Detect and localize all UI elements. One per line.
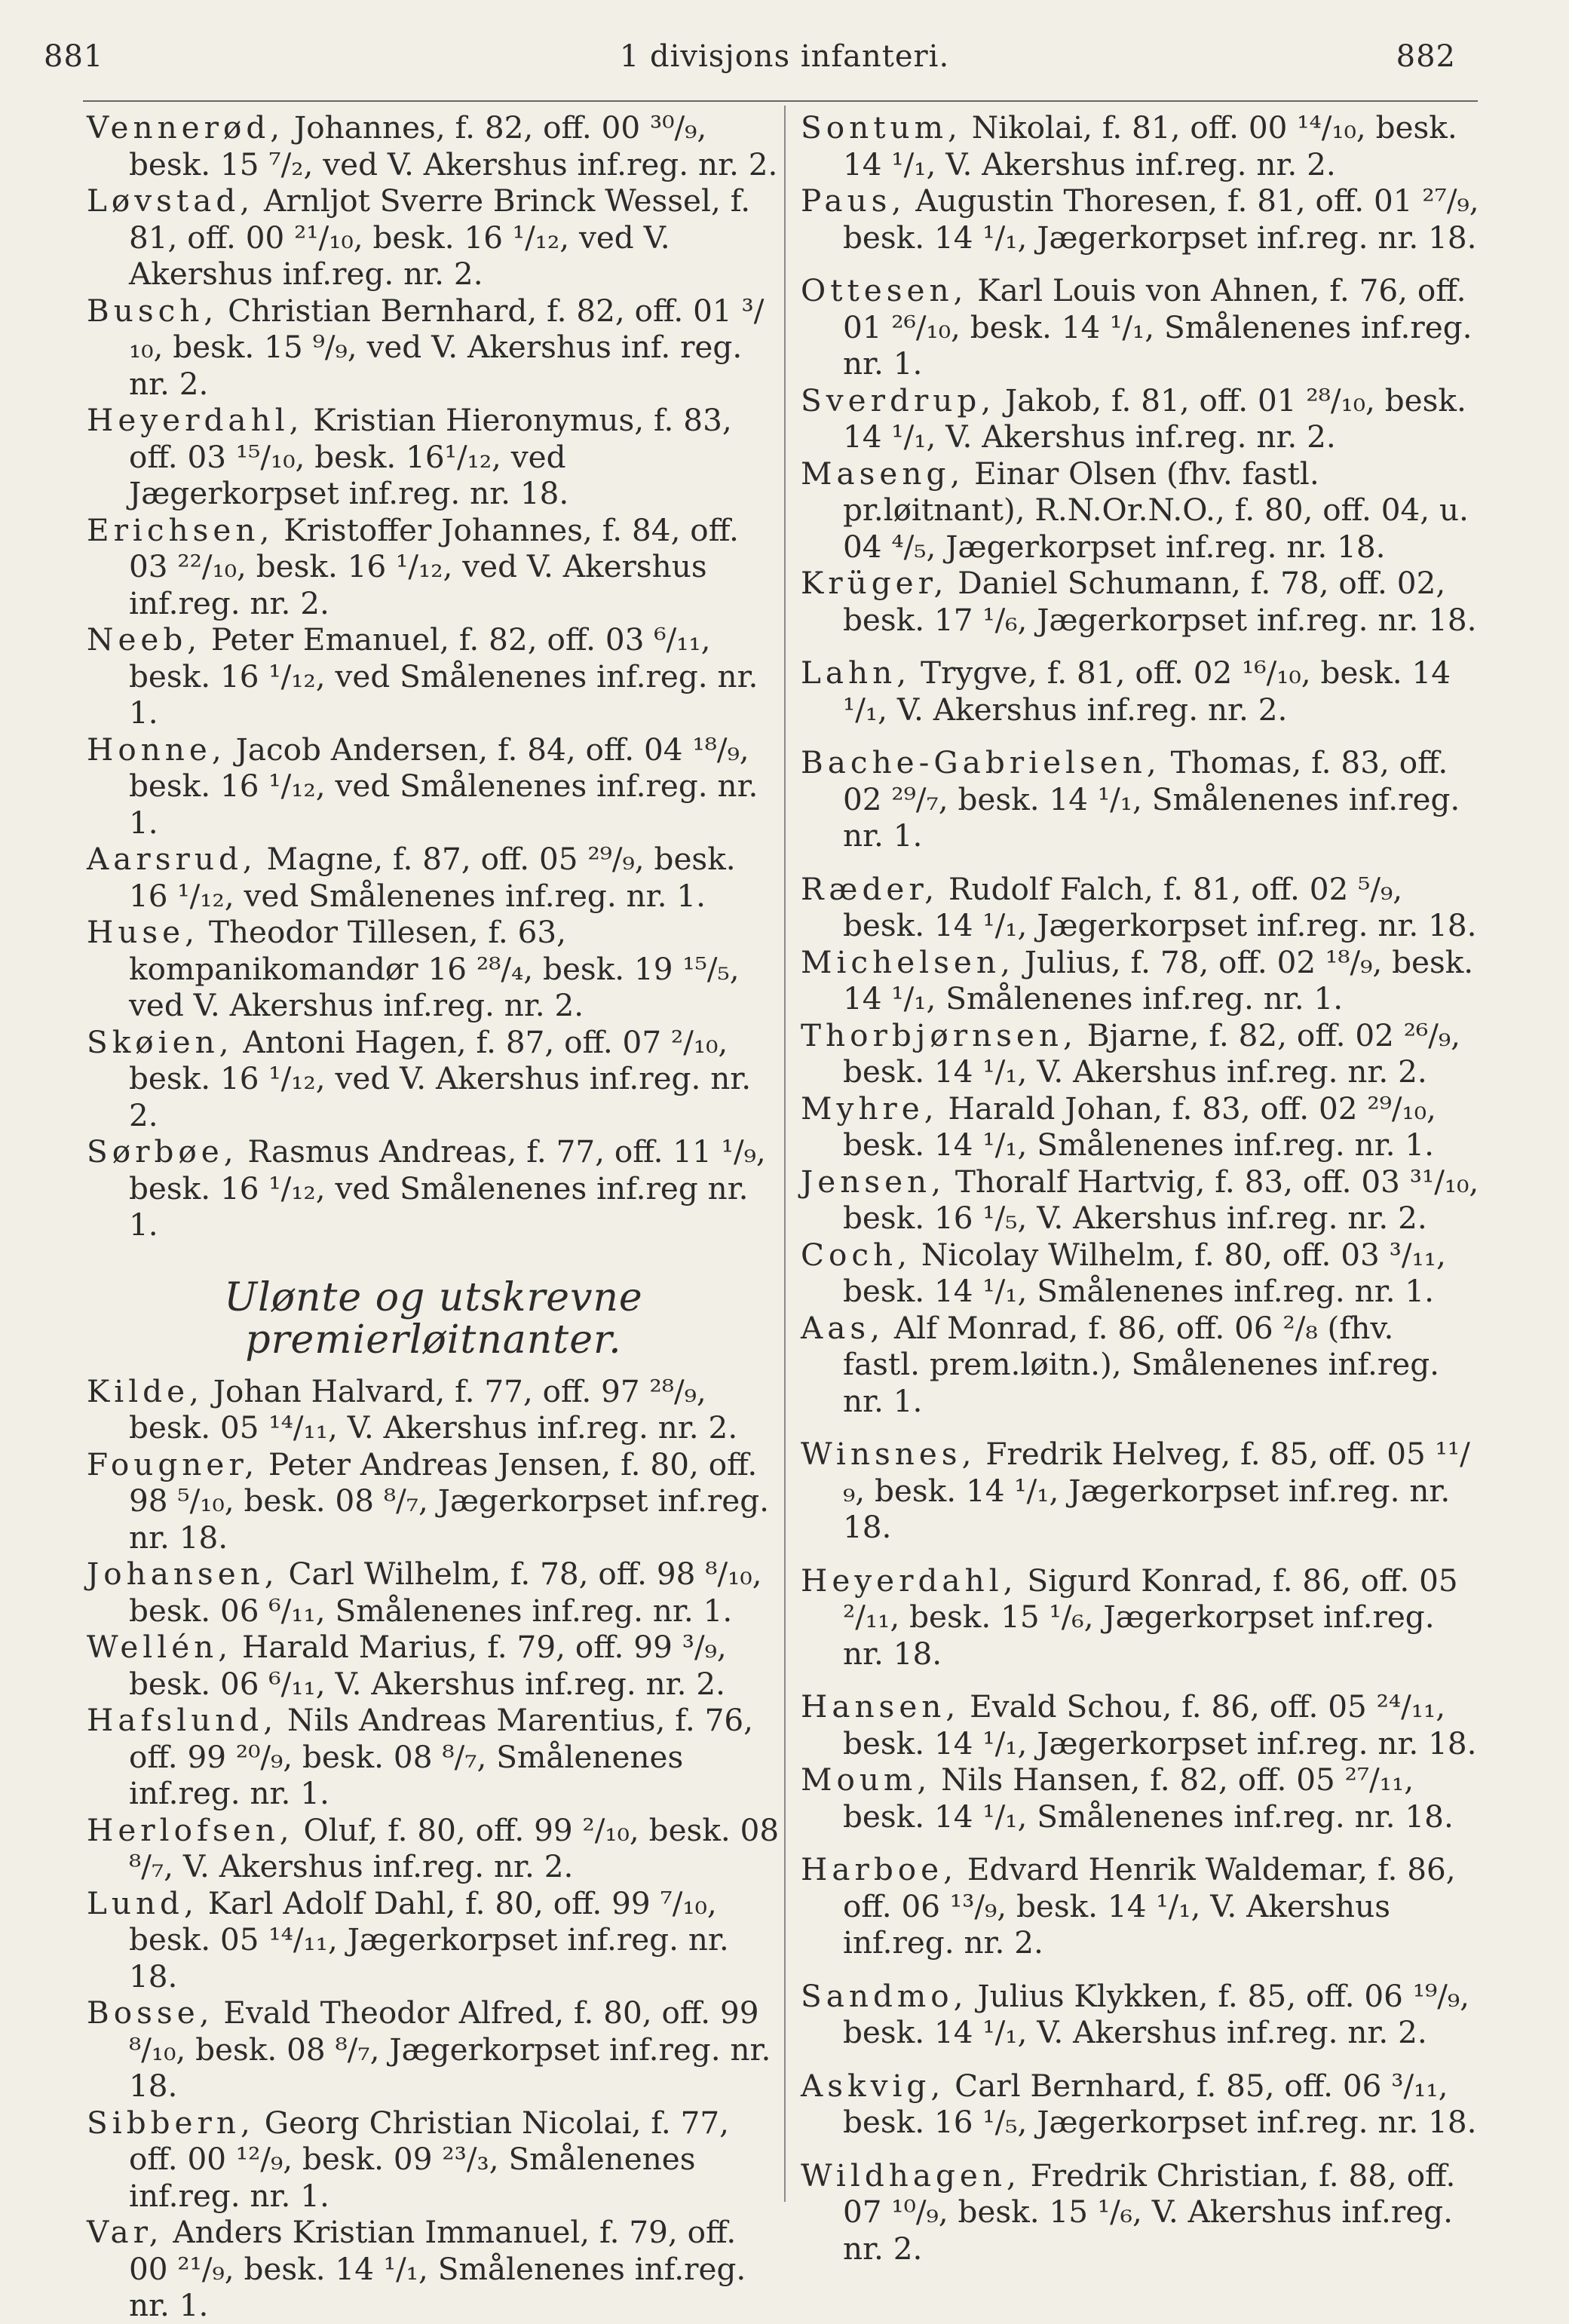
- officer-surname: Var,: [87, 2214, 164, 2250]
- column-separator: [784, 106, 786, 2202]
- roster-entry: [87, 1885, 780, 1995]
- section-heading: Ulønte og utskrevne premierløitnanter.: [224, 1274, 643, 1363]
- officer-details: Evald Theodor Alfred, f. 80, off. 99 ⁸/₁₀, besk. 08 ⁸/₇, Jægerkorpset inf.reg. nr. 18.: [129, 1994, 771, 2104]
- officer-details: Oluf, f. 80, off. 99 ²/₁₀, besk. 08 ⁸/₇, V. Akershus inf.reg. nr. 2.: [129, 1811, 780, 1884]
- officer-surname: Michelsen,: [801, 943, 1015, 980]
- officer-details: Jakob, f. 81, off. 01 ²⁸/₁₀, besk. 14 ¹/₁, V. Akershus inf.reg. nr. 2.: [843, 382, 1466, 455]
- running-title: 1 divisjons infanteri.: [619, 39, 950, 74]
- officer-surname: Jensen,: [801, 1163, 945, 1200]
- officer-details: Fredrik Christian, f. 88, off. 07 ¹⁰/₉, besk. 15 ¹/₆, V. Akershus inf.reg. nr. 2.: [843, 2157, 1456, 2267]
- roster-entry: [801, 655, 1479, 728]
- officer-surname: Heyerdahl,: [87, 402, 304, 438]
- officer-details: Nicolay Wilhelm, f. 80, off. 03 ³/₁₁, besk. 14 ¹/₁, Smålenenes inf.reg. nr. 1.: [843, 1236, 1446, 1309]
- roster-entry: [801, 1562, 1479, 1672]
- officer-surname: Harboe,: [801, 1851, 958, 1887]
- officer-surname: Johansen,: [87, 1556, 279, 1592]
- officer-surname: Løvstad,: [87, 182, 255, 219]
- officer-details: Karl Adolf Dahl, f. 80, off. 99 ⁷/₁₀, besk. 05 ¹⁴/₁₁, Jægerkorpset inf.reg. nr. 18.: [129, 1884, 729, 1994]
- roster-entry: [801, 1310, 1479, 1420]
- officer-surname: Lund,: [87, 1884, 198, 1921]
- roster-entry: [801, 1688, 1479, 1761]
- officer-surname: Moum,: [801, 1761, 932, 1798]
- officer-details: Kristoffer Johannes, f. 84, off. 03 ²²/₁₀, besk. 16 ¹/₁₂, ved V. Akershus inf.reg. nr. 2.: [129, 511, 739, 621]
- roster-entry: [87, 402, 780, 512]
- roster-entry: [801, 455, 1479, 566]
- officer-details: Thoralf Hartvig, f. 83, off. 03 ³¹/₁₀, besk. 16 ¹/₅, V. Akershus inf.reg. nr. 2.: [843, 1163, 1479, 1236]
- roster-entry: [801, 565, 1479, 638]
- officer-details: Rasmus Andreas, f. 77, off. 11 ¹/₉, besk. 16 ¹/₁₂, ved Smålenenes inf.reg nr. 1.: [129, 1133, 766, 1243]
- roster-entry: [801, 1090, 1479, 1164]
- roster-entry: [87, 2105, 780, 2215]
- officer-details: Daniel Schumann, f. 78, off. 02, besk. 17 ¹/₆, Jægerkorpset inf.reg. nr. 18.: [843, 565, 1477, 638]
- left-column: [87, 109, 780, 2324]
- officer-details: Jacob Andersen, f. 84, off. 04 ¹⁸/₉, besk. 16 ¹/₁₂, ved Smålenenes inf.reg. nr. 1.: [129, 731, 758, 841]
- roster-entry: [801, 1017, 1479, 1090]
- roster-entry: [801, 1851, 1479, 1961]
- officer-surname: Winsnes,: [801, 1436, 976, 1472]
- officer-surname: Wildhagen,: [801, 2157, 1021, 2194]
- officer-details: Bjarne, f. 82, off. 02 ²⁶/₉, besk. 14 ¹/₁, V. Akershus inf.reg. nr. 2.: [843, 1016, 1461, 1090]
- officer-details: Georg Christian Nicolai, f. 77, off. 00 ¹²/₉, besk. 09 ²³/₃, Smålenenes inf.reg. nr. 1.: [129, 2104, 730, 2214]
- officer-surname: Thorbjørnsen,: [801, 1016, 1077, 1053]
- officer-surname: Skøien,: [87, 1023, 234, 1060]
- officer-details: Harald Johan, f. 83, off. 02 ²⁹/₁₀, besk. 14 ¹/₁, Smålenenes inf.reg. nr. 1.: [843, 1090, 1436, 1163]
- officer-details: Carl Bernhard, f. 85, off. 06 ³/₁₁, besk. 16 ¹/₅, Jægerkorpset inf.reg. nr. 18.: [843, 2067, 1477, 2140]
- roster-entry: [87, 1373, 780, 1446]
- roster-entry: [801, 944, 1479, 1017]
- roster-entry: [801, 272, 1479, 382]
- roster-entry: [87, 1446, 780, 1556]
- officer-details: Peter Emanuel, f. 82, off. 03 ⁶/₁₁, besk. 16 ¹/₁₂, ved Smålenenes inf.reg. nr. 1.: [129, 621, 758, 731]
- officer-details: Augustin Thoresen, f. 81, off. 01 ²⁷/₉, besk. 14 ¹/₁, Jægerkorpset inf.reg. nr. 18.: [843, 182, 1479, 256]
- officer-surname: Honne,: [87, 731, 226, 768]
- officer-details: Nikolai, f. 81, off. 00 ¹⁴/₁₀, besk. 14 ¹/₁, V. Akershus inf.reg. nr. 2.: [843, 109, 1457, 182]
- officer-surname: Aas,: [801, 1309, 885, 1346]
- officer-surname: Krüger,: [801, 565, 948, 601]
- section-entry-list: [87, 1373, 780, 2324]
- left-page-number: 881: [44, 39, 104, 74]
- officer-details: Johannes, f. 82, off. 00 ³⁰/₉, besk. 15 ⁷/₂, ved V. Akershus inf.reg. nr. 2.: [129, 109, 778, 182]
- roster-entry: [87, 512, 780, 622]
- officer-surname: Erichsen,: [87, 511, 274, 548]
- roster-entry: [801, 1978, 1479, 2051]
- officer-surname: Bosse,: [87, 1994, 214, 2031]
- officer-details: Fredrik Helveg, f. 85, off. 05 ¹¹/₉, besk. 14 ¹/₁, Jægerkorpset inf.reg. nr. 18.: [843, 1436, 1470, 1545]
- officer-details: Theodor Tillesen, f. 63, kompanikomandør 16 ²⁸/₄, besk. 19 ¹⁵/₅, ved V. Akershus inf.reg. nr. 2.: [129, 914, 740, 1023]
- officer-details: Alf Monrad, f. 86, off. 06 ²/₈ (fhv. fastl. prem.løitn.), Smålenenes inf.reg. nr. 1.: [843, 1309, 1440, 1419]
- officer-surname: Myhre,: [801, 1090, 939, 1127]
- roster-entry: [87, 841, 780, 914]
- officer-surname: Sibbern,: [87, 2104, 255, 2141]
- officer-surname: Maseng,: [801, 455, 965, 492]
- officer-details: Nils Andreas Marentius, f. 76, off. 99 ²⁰/₉, besk. 08 ⁸/₇, Smålenenes inf.reg. nr. 1.: [129, 1702, 754, 1811]
- officer-surname: Paus,: [801, 182, 906, 219]
- officer-surname: Sontum,: [801, 109, 962, 146]
- officer-details: Antoni Hagen, f. 87, off. 07 ²/₁₀, besk. 16 ¹/₁₂, ved V. Akershus inf.reg. nr. 2.: [129, 1023, 752, 1133]
- officer-surname: Aarsrud,: [87, 841, 257, 877]
- officer-details: Julius, f. 78, off. 02 ¹⁸/₉, besk. 14 ¹/₁, Smålenenes inf.reg. nr. 1.: [843, 943, 1474, 1016]
- officer-details: Johan Halvard, f. 77, off. 97 ²⁸/₉, besk. 05 ¹⁴/₁₁, V. Akershus inf.reg. nr. 2.: [129, 1372, 738, 1446]
- officer-details: Christian Bernhard, f. 82, off. 01 ³/₁₀, besk. 15 ⁹/₉, ved V. Akershus inf. reg. nr. 2.: [129, 292, 765, 402]
- officer-surname: Askvig,: [801, 2067, 945, 2104]
- roster-entry: [801, 109, 1479, 182]
- officer-details: Rudolf Falch, f. 81, off. 02 ⁵/₉, besk. 14 ¹/₁, Jægerkorpset inf.reg. nr. 18.: [843, 870, 1477, 943]
- officer-surname: Heyerdahl,: [801, 1562, 1018, 1599]
- officer-details: Evald Schou, f. 86, off. 05 ²⁴/₁₁, besk. 14 ¹/₁, Jægerkorpset inf.reg. nr. 18.: [843, 1688, 1477, 1761]
- roster-entry: [87, 914, 780, 1024]
- officer-details: Peter Andreas Jensen, f. 80, off. 98 ⁵/₁₀, besk. 08 ⁸/₇, Jægerkorpset inf.reg. nr. 18.: [129, 1446, 769, 1556]
- officer-details: Sigurd Konrad, f. 86, off. 05 ²/₁₁, besk. 15 ¹/₆, Jægerkorpset inf.reg. nr. 18.: [843, 1562, 1458, 1672]
- officer-surname: Huse,: [87, 914, 200, 950]
- roster-entry: [801, 1761, 1479, 1835]
- officer-surname: Sverdrup,: [801, 382, 996, 419]
- roster-entry: [87, 621, 780, 731]
- roster-entry: [801, 2068, 1479, 2141]
- officer-details: Julius Klykken, f. 85, off. 06 ¹⁹/₉, besk. 14 ¹/₁, V. Akershus inf.reg. nr. 2.: [843, 1977, 1470, 2050]
- officer-surname: Sandmo,: [801, 1977, 968, 2014]
- officer-surname: Ræder,: [801, 870, 939, 907]
- officer-details: Harald Marius, f. 79, off. 99 ³/₉, besk. 06 ⁶/₁₁, V. Akershus inf.reg. nr. 2.: [129, 1629, 727, 1702]
- roster-entry: [87, 1024, 780, 1134]
- officer-details: Anders Kristian Immanuel, f. 79, off. 00 ²¹/₉, besk. 14 ¹/₁, Smålenenes inf.reg. nr. 1.: [129, 2214, 746, 2323]
- roster-entry: [87, 1994, 780, 2105]
- officer-details: Trygve, f. 81, off. 02 ¹⁶/₁₀, besk. 14 ¹/₁, V. Akershus inf.reg. nr. 2.: [843, 655, 1451, 728]
- officer-surname: Sørbøe,: [87, 1133, 238, 1170]
- officer-surname: Busch,: [87, 292, 219, 329]
- left-entry-list: [87, 109, 780, 1243]
- officer-details: Karl Louis von Ahnen, f. 76, off. 01 ²⁶/₁₀, besk. 14 ¹/₁, Smålenenes inf.reg. nr. 1.: [843, 272, 1472, 382]
- officer-details: Carl Wilhelm, f. 78, off. 98 ⁸/₁₀, besk. 06 ⁶/₁₁, Smålenenes inf.reg. nr. 1.: [129, 1556, 762, 1629]
- officer-surname: Vennerød,: [87, 109, 285, 146]
- officer-details: Kristian Hieronymus, f. 83, off. 03 ¹⁵/₁₀, besk. 16¹/₁₂, ved Jægerkorpset inf.reg. nr. 18.: [129, 402, 732, 511]
- officer-surname: Kilde,: [87, 1372, 204, 1409]
- roster-entry: [87, 2214, 780, 2324]
- officer-surname: Bache-Gabrielsen,: [801, 744, 1161, 780]
- officer-details: Einar Olsen (fhv. fastl. pr.løitnant), R.N.Or.N.O., f. 80, off. 04, u. 04 ⁴/₅, Jægerkorpset inf.reg. nr. 18.: [843, 455, 1469, 565]
- officer-details: Edvard Henrik Waldemar, f. 86, off. 06 ¹³/₉, besk. 14 ¹/₁, V. Akershus inf.reg. nr. 2.: [843, 1851, 1456, 1961]
- roster-entry: [801, 871, 1479, 944]
- roster-entry: [801, 1164, 1479, 1237]
- officer-details: Magne, f. 87, off. 05 ²⁹/₉, besk. 16 ¹/₁₂, ved Smålenenes inf.reg. nr. 1.: [129, 841, 736, 914]
- officer-details: Arnljot Sverre Brinck Wessel, f. 81, off. 00 ²¹/₁₀, besk. 16 ¹/₁₂, ved V. Akershus inf.reg. nr. 2.: [129, 182, 751, 292]
- roster-entry: [87, 1133, 780, 1243]
- officer-surname: Hafslund,: [87, 1702, 278, 1738]
- officer-surname: Fougner,: [87, 1446, 259, 1482]
- roster-entry: [87, 109, 780, 182]
- roster-entry: [87, 1812, 780, 1885]
- officer-surname: Coch,: [801, 1236, 912, 1273]
- officer-surname: Lahn,: [801, 655, 912, 691]
- officer-surname: Ottesen,: [801, 272, 968, 308]
- roster-entry: [801, 2157, 1479, 2267]
- roster-entry: [801, 182, 1479, 256]
- right-column: [801, 109, 1479, 2267]
- roster-entry: [801, 382, 1479, 455]
- right-entry-list: [801, 109, 1479, 2267]
- roster-entry: [87, 1702, 780, 1812]
- right-page-number: 882: [1396, 39, 1456, 74]
- header-rule: [83, 100, 1478, 102]
- officer-surname: Neeb,: [87, 621, 202, 658]
- roster-entry: [87, 1556, 780, 1629]
- officer-surname: Wellén,: [87, 1629, 233, 1665]
- roster-entry: [87, 1629, 780, 1702]
- officer-surname: Hansen,: [801, 1688, 961, 1725]
- roster-entry: [87, 182, 780, 293]
- roster-entry: [87, 293, 780, 403]
- officer-surname: Herlofsen,: [87, 1811, 294, 1848]
- roster-entry: [801, 744, 1479, 854]
- officer-details: Thomas, f. 83, off. 02 ²⁹/₇, besk. 14 ¹/₁, Smålenenes inf.reg. nr. 1.: [843, 744, 1460, 854]
- roster-entry: [801, 1237, 1479, 1310]
- officer-details: Nils Hansen, f. 82, off. 05 ²⁷/₁₁, besk. 14 ¹/₁, Smålenenes inf.reg. nr. 18.: [843, 1761, 1454, 1835]
- roster-entry: [87, 731, 780, 842]
- roster-entry: [801, 1436, 1479, 1546]
